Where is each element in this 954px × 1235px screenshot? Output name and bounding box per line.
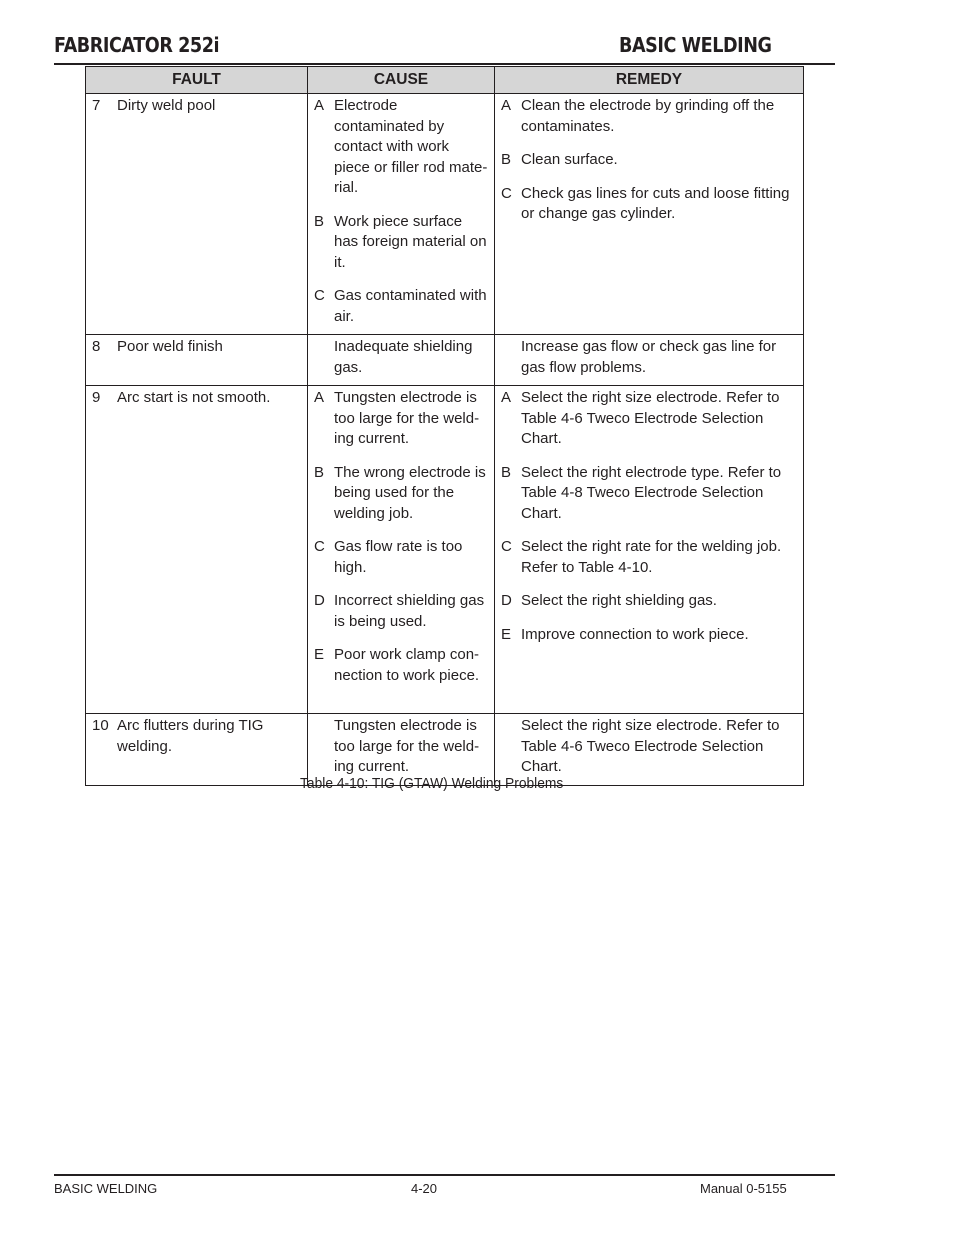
cause-marker: A [314, 389, 325, 406]
table-row [86, 335, 804, 386]
table-row [86, 386, 804, 714]
remedy-text: Select the right size electrode. Refer to Table 4-6 Tweco Electrode Selection Chart. [521, 389, 780, 447]
remedy-marker: D [501, 592, 512, 609]
cause-entry [314, 591, 488, 632]
remedy-marker: E [501, 625, 512, 643]
remedy-text: Select the right shielding gas. [521, 592, 717, 609]
remedy-entry [501, 388, 797, 450]
cause-entry [314, 96, 488, 199]
cause-text: Inadequate shielding gas. [334, 338, 473, 376]
remedy-text: Increase gas flow or check gas line for gas flow problems. [521, 338, 777, 376]
remedy-entry [501, 537, 797, 578]
remedy-cell [495, 335, 804, 386]
cause-marker: D [314, 592, 325, 609]
cause-marker: C [314, 287, 325, 304]
column-header-fault: FAULT [86, 67, 308, 94]
cause-marker: A [314, 97, 325, 114]
fault-cell [86, 335, 308, 386]
fault-number: 10 [92, 717, 109, 734]
cause-marker: E [314, 646, 325, 663]
cause-text: Electrode contaminated by contact with work piece or filler rod mate- rial. [334, 97, 488, 196]
troubleshooting-table [85, 66, 804, 786]
remedy-text: Select the right electrode type. Refer to Table 4-8 Tweco Electrode Selection Chart. [521, 463, 782, 522]
remedy-entry [501, 184, 797, 225]
cause-cell [308, 386, 495, 714]
remedy-entry [501, 463, 797, 525]
cause-text: Work piece surface has foreign material on it. [334, 212, 487, 271]
fault-cell [86, 386, 308, 714]
section-title: BASIC WELDING [619, 33, 772, 57]
cause-marker: B [314, 212, 325, 230]
fault-text: Arc flutters during TIG welding. [117, 717, 264, 755]
remedy-entry [501, 625, 797, 646]
cause-text: Gas flow rate is too high. [334, 538, 463, 576]
remedy-entry [501, 150, 797, 171]
table-row [86, 94, 804, 335]
fault-number: 8 [92, 338, 101, 355]
cause-marker [314, 716, 334, 778]
cause-entry [314, 463, 488, 525]
fault-cell [86, 714, 308, 786]
cause-entry [314, 716, 488, 778]
page-header [54, 33, 835, 65]
remedy-text: Select the right rate for the welding job. Refer to Table 4-10. [521, 538, 782, 576]
remedy-text: Clean surface. [521, 151, 618, 168]
footer-section: BASIC WELDING [54, 1181, 158, 1196]
cause-text: Poor work clamp con- nection to work piece. [334, 646, 480, 684]
remedy-marker: C [501, 538, 512, 555]
remedy-text: Select the right size electrode. Refer to Table 4-6 Tweco Electrode Selection Chart. [521, 717, 780, 775]
cause-entry [314, 388, 488, 450]
table-header-row [86, 67, 804, 94]
remedy-cell [495, 94, 804, 335]
cause-text: The wrong electrode is being used for the welding job. [334, 463, 486, 522]
cause-text: Incorrect shielding gas is being used. [334, 592, 485, 630]
cause-cell [308, 94, 495, 335]
remedy-text: Improve connection to work piece. [521, 625, 749, 643]
page-number: 4-20 [411, 1181, 438, 1196]
remedy-entry [501, 337, 797, 378]
cause-entry [314, 212, 488, 274]
remedy-marker: C [501, 184, 512, 202]
cause-entry [314, 337, 488, 378]
remedy-marker [501, 716, 521, 778]
manual-number: Manual 0-5155 [700, 1181, 787, 1196]
page-footer [54, 1174, 835, 1196]
cause-text: Tungsten electrode is too large for the weld- ing current. [334, 389, 480, 447]
remedy-entry [501, 716, 797, 778]
fault-number: 7 [92, 97, 101, 114]
table-caption: Table 4-10: TIG (GTAW) Welding Problems [300, 775, 564, 792]
fault-text: Dirty weld pool [117, 97, 216, 114]
column-header-remedy: REMEDY [495, 67, 804, 94]
cause-marker: C [314, 538, 325, 555]
remedy-marker: A [501, 97, 512, 114]
product-title: FABRICATOR 252i [54, 33, 220, 57]
cause-cell [308, 335, 495, 386]
cause-text: Gas contaminated with air. [334, 287, 487, 325]
cause-marker [314, 337, 334, 378]
fault-text: Poor weld finish [117, 338, 223, 355]
remedy-entry [501, 591, 797, 612]
cause-entry [314, 286, 488, 327]
remedy-text: Check gas lines for cuts and loose fitting or change gas cylinder. [521, 184, 790, 222]
remedy-marker: A [501, 389, 512, 406]
column-header-cause: CAUSE [308, 67, 495, 94]
cause-entry [314, 645, 488, 686]
cause-marker: B [314, 463, 325, 481]
fault-number: 9 [92, 389, 101, 406]
remedy-entry [501, 96, 797, 137]
remedy-marker: B [501, 463, 512, 481]
remedy-marker [501, 337, 521, 378]
fault-cell [86, 94, 308, 335]
fault-text: Arc start is not smooth. [117, 389, 271, 406]
cause-entry [314, 537, 488, 578]
table-body [86, 94, 804, 786]
cause-text: Tungsten electrode is too large for the weld- ing current. [334, 717, 480, 775]
remedy-text: Clean the electrode by grinding off the contaminates. [521, 97, 775, 135]
remedy-marker: B [501, 151, 512, 168]
remedy-cell [495, 386, 804, 714]
